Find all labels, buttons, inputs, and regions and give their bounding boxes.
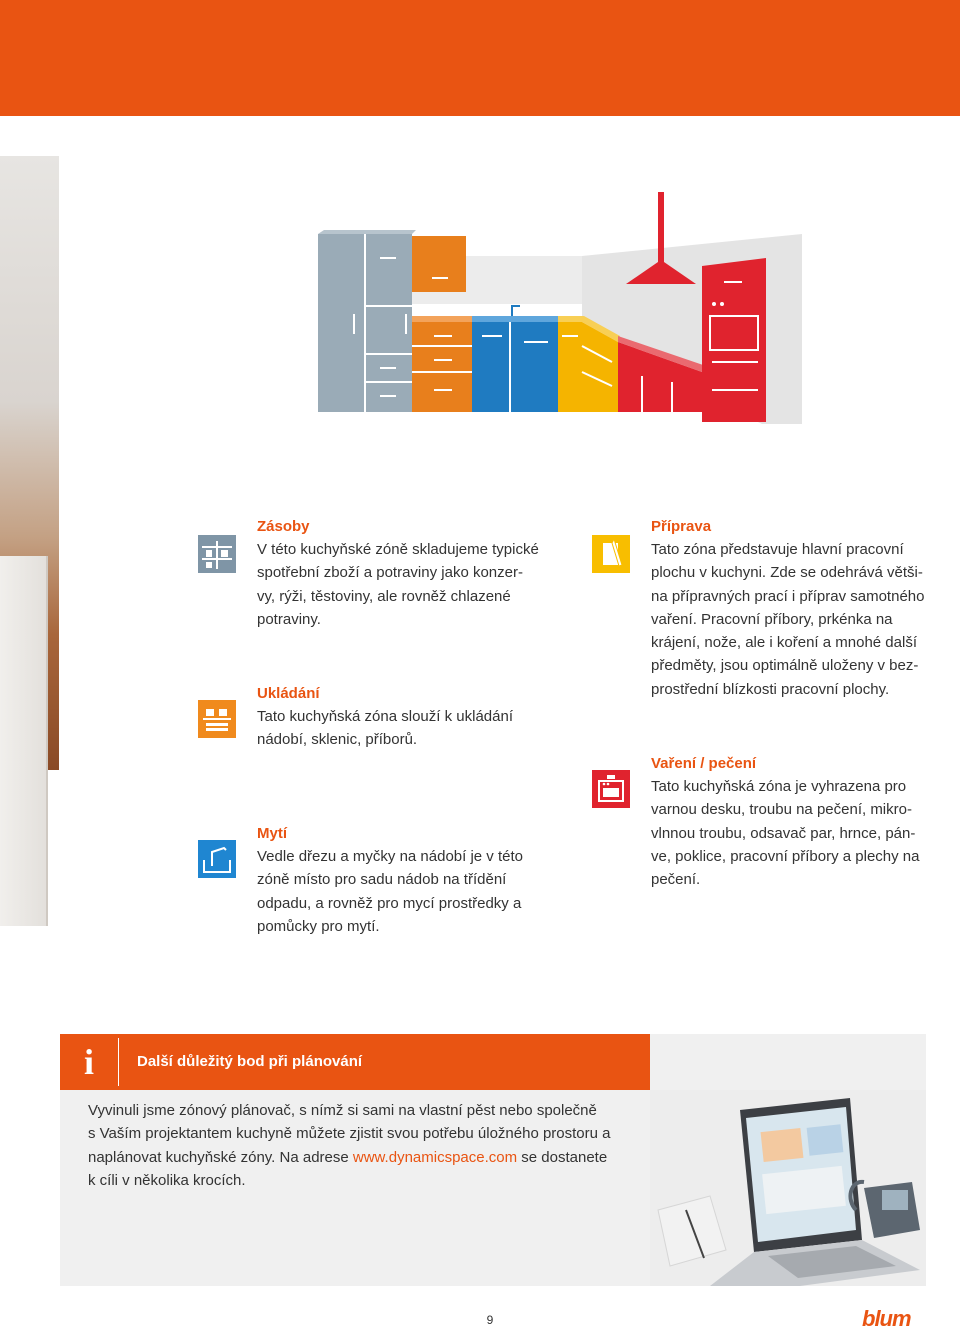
text-line: varnou desku, troubu na pečení, mikro- (651, 801, 912, 819)
zone-zasoby (257, 515, 557, 631)
zone-text-ukladani (257, 705, 557, 752)
washing-unit (472, 306, 562, 412)
zone-title-zasoby: Zásoby (257, 518, 310, 535)
zone-title-vareni: Vaření / pečení (651, 755, 757, 772)
zone-text-priprava (651, 538, 941, 701)
photo-cabinet (0, 556, 48, 926)
text-line: Vedle dřezu a myčky na nádobí je v této (257, 848, 523, 865)
text-line: pečení. (651, 871, 701, 889)
zone-vareni (651, 752, 941, 891)
kitchen-zones-illustration (262, 186, 802, 446)
text-line: Tato kuchyňská zóna je vyhrazena pro (651, 778, 907, 795)
kitchen-photo-strip (0, 156, 59, 770)
text-line: Tato zóna představuje hlavní pracovní (651, 541, 904, 558)
text-line: vy, rýži, těstoviny, ale rovněž chlazené (257, 587, 511, 605)
text-line: odpadu, a rovněž pro mycí prostředky a (257, 894, 522, 912)
info-line: Vyvinuli jsme zónový plánovač, s nímž si sami na vlastní pěst nebo společně (88, 1102, 597, 1119)
text-line: potraviny. (257, 610, 321, 628)
text-line: krájení, nože, ale i koření a mnohé další (651, 634, 917, 652)
zone-title-ukladani: Ukládání (257, 685, 320, 702)
text-line: pomůcky pro mytí. (257, 917, 380, 935)
info-title: Další důležitý bod při plánování (137, 1053, 363, 1070)
info-line: naplánovat kuchyňské zóny. Na adrese (88, 1148, 353, 1166)
text-line: na přípravných prací i příprav samotného (651, 587, 925, 605)
text-line: vaření. Pracovní příbory, prkénka na (651, 610, 893, 628)
text-line: Tato kuchyňská zóna slouží k ukládání (257, 708, 513, 725)
blum-logo: blum (862, 1306, 911, 1331)
info-text (88, 1099, 628, 1192)
text-line: zóně místo pro sadu nádob na třídění (257, 871, 507, 889)
zone-priprava (651, 515, 941, 701)
page-number: 9 (486, 1313, 494, 1327)
pantry-shelves-icon (198, 535, 236, 573)
info-line: k cíli v několika krocích. (88, 1171, 246, 1189)
zone-text-vareni (651, 775, 941, 891)
info-line: s Vaším projektantem kuchyně můžete zjistit svou potřebu úložného prostoru a (88, 1125, 611, 1143)
zone-text-myti (257, 845, 557, 938)
zone-title-priprava: Příprava (651, 518, 712, 535)
dynamicspace-link[interactable]: www.dynamicspace.com (352, 1148, 518, 1166)
text-line: plochu v kuchyni. Zde se odehrává větši- (651, 564, 923, 582)
zone-title-myti: Mytí (257, 825, 287, 842)
dishes-storage-icon (198, 700, 236, 738)
zone-ukladani (257, 682, 557, 752)
text-line: nádobí, sklenic, příborů. (257, 731, 418, 749)
pantry-unit (318, 230, 416, 412)
zone-myti (257, 822, 557, 938)
text-line: V této kuchyňské zóně skladujeme typické (257, 541, 539, 558)
text-line: spotřební zboží a potraviny jako konzer- (257, 564, 523, 582)
text-line: prostřední blízkosti pracovní plochy. (651, 680, 890, 698)
text-line: vlnnou troubu, odsavač par, hrnce, pán- (651, 824, 916, 842)
text-line: ve, poklice, pracovní příbory a plechy na (651, 847, 920, 865)
zone-text-zasoby (257, 538, 557, 631)
info-line: se dostanete (517, 1148, 608, 1166)
oven-icon (592, 770, 630, 808)
laptop-photo (650, 1090, 926, 1286)
knife-board-icon (592, 535, 630, 573)
top-color-band (0, 0, 960, 116)
sink-icon (198, 840, 236, 878)
info-icon: i (83, 1042, 94, 1082)
info-divider (118, 1038, 119, 1086)
text-line: předměty, jsou optimálně uloženy v bez- (651, 657, 919, 675)
